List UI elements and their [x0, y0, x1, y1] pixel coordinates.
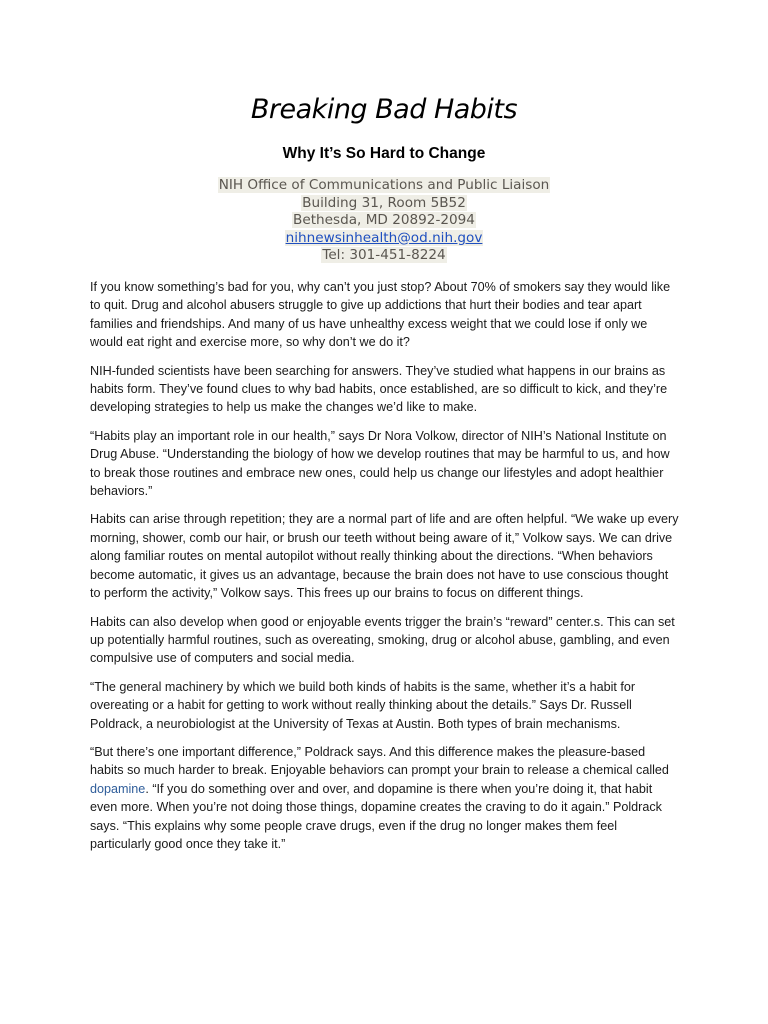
article-body	[90, 278, 680, 863]
document-title: Breaking Bad Habits	[250, 94, 518, 125]
contact-building: Building 31, Room 5B52	[302, 194, 466, 211]
contact-phone: Tel: 301-451-8224	[322, 247, 446, 264]
paragraph: NIH-funded scientists have been searching for answers. They’ve studied what happens in our brains as habits form. They’ve found clues to why bad habits, once established, are so difficult to kick, and they’re developing strategies to help us make the changes we’d like to make.	[90, 363, 668, 415]
contact-office: NIH Office of Communications and Public Liaison	[218, 177, 550, 193]
document-subtitle: Why It’s So Hard to Change	[282, 145, 486, 162]
contact-email-link[interactable]: nihnewsinhealth@od.nih.gov	[285, 229, 483, 246]
contact-city: Bethesda, MD 20892-2094	[293, 212, 475, 229]
paragraph-last	[90, 743, 680, 853]
dopamine-link[interactable]: dopamine	[90, 781, 146, 796]
paragraph-text: “But there’s one important difference,” Poldrack says. And this difference makes the pleasure-based habits so much harder to break. Enjoyable behaviors can prompt your brain to release a chemical called	[90, 744, 669, 778]
paragraph-text: . “If you do something over and over, and dopamine is there when you’re doing it, that habit even more. When you’re not doing those things, dopamine creates the craving to do it again.” Poldrack says. “This explains why some people crave drugs, even if the drug no longer makes them feel particularly good once they take it.”	[90, 781, 662, 851]
paragraph: Habits can also develop when good or enjoyable events trigger the brain’s “reward” center.s. This can set up potentially harmful routines, such as overeating, smoking, drug or alcohol abuse, gambling, and even compulsive use of computers and social media.	[90, 614, 675, 666]
paragraph: If you know something’s bad for you, why can’t you just stop? About 70% of smokers say they would like to quit. Drug and alcohol abusers struggle to give up addictions that hurt their bodies and tear apart families and friendships. And many of us have unhealthy excess weight that we could lose if only we would eat right and exercise more, so why don’t we do it?	[90, 280, 671, 350]
paragraph: “Habits play an important role in our health,” says Dr Nora Volkow, director of NIH’s National Institute on Drug Abuse. “Understanding the biology of how we develop routines that may be harmful to us, and how to break those routines and embrace new ones, could help us change our lifestyles and adopt healthier behaviors.”	[90, 428, 670, 499]
paragraph: Habits can arise through repetition; they are a normal part of life and are often helpful. “We wake up every morning, shower, comb our hair, or brush our teeth without being aware of it,” Volkow says. We can drive along familiar routes on mental autopilot without really thinking about the directions. “When behaviors become automatic, it gives us an advantage, because the brain does not have to use conscious thought to perform the activity,” Volkow says. This frees up our brains to focus on different things.	[90, 512, 679, 601]
contact-block	[0, 177, 768, 265]
paragraph: “The general machinery by which we build both kinds of habits is the same, whether it’s a habit for overeating or a habit for getting to work without really thinking about the details.” Says Dr. Russell Poldrack, a neurobiologist at the University of Texas at Austin. Both types of brain mechanisms.	[90, 679, 636, 731]
